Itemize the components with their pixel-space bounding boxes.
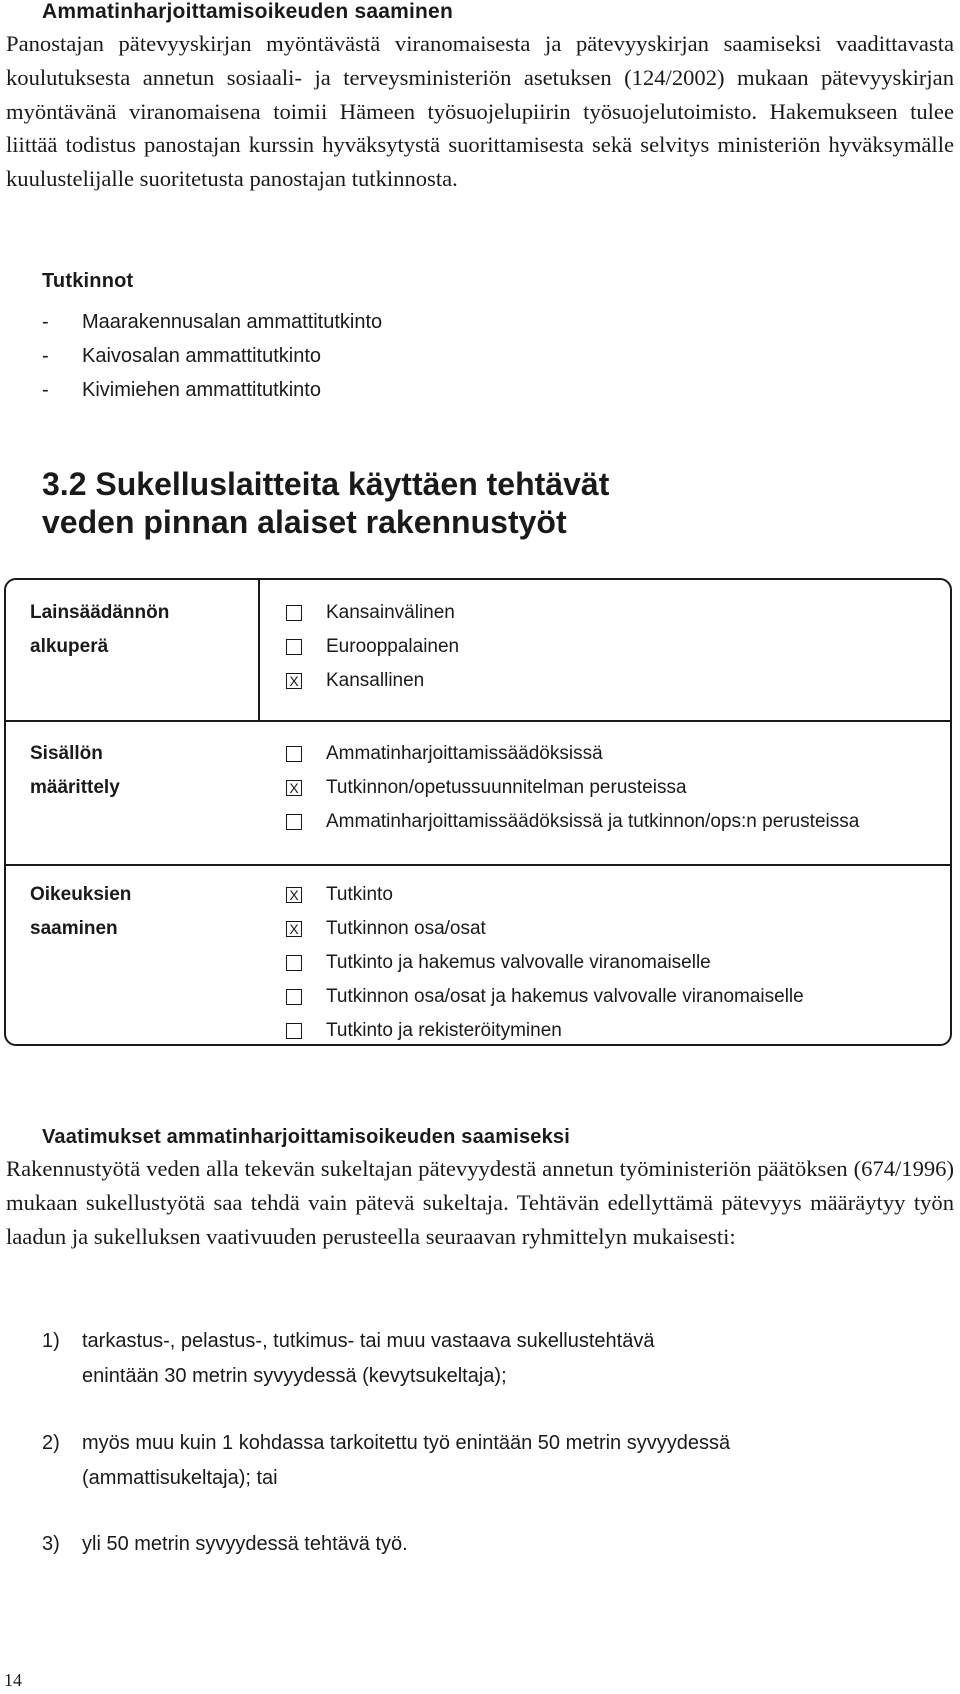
list-item-label: Kivimiehen ammattitutkinto <box>82 379 321 401</box>
checkbox-option: Ammatinharjoittamissäädöksissä <box>286 737 859 771</box>
list-item <box>42 305 382 339</box>
checkbox-option: X Kansallinen <box>286 664 459 698</box>
checkbox-option: Ammatinharjoittamissäädöksissä ja tutkinnon/ops:n perusteissa <box>286 805 859 839</box>
item-number: 2) <box>42 1432 60 1454</box>
section-title-line: 3.2 Sukelluslaitteita käyttäen tehtävät <box>42 466 610 502</box>
checkbox-checked: X <box>286 887 302 903</box>
classification-panel <box>4 578 952 1046</box>
checkbox-checked: X <box>286 780 302 796</box>
checkbox <box>286 1023 302 1039</box>
checkbox-checked: X <box>286 921 302 937</box>
checkbox-option: Tutkinto ja hakemus valvovalle viranomaiselle <box>286 946 804 980</box>
checkbox-option: X Tutkinto <box>286 878 804 912</box>
row-divider <box>6 720 950 722</box>
section-title <box>42 465 609 541</box>
bullet-dash: - <box>42 311 49 333</box>
page-number: 14 <box>4 1670 22 1690</box>
checkbox-option: X Tutkinnon/opetussuunnitelman perusteissa <box>286 771 859 805</box>
list-item <box>42 373 382 407</box>
item-number: 1) <box>42 1330 60 1352</box>
bullet-dash: - <box>42 379 49 401</box>
panel-options <box>286 596 459 698</box>
panel-section-label: Sisällön määrittely <box>30 743 120 798</box>
row-divider <box>6 864 950 866</box>
tutkinnot-list <box>42 305 382 407</box>
list-item-label: Maarakennusalan ammattitutkinto <box>82 311 383 333</box>
tutkinnot-heading: Tutkinnot <box>42 270 134 292</box>
section-title-line: veden pinnan alaiset rakennustyöt <box>42 504 567 540</box>
checkbox-option: Tutkinto ja rekisteröityminen <box>286 1014 804 1048</box>
requirements-paragraph: Rakennustyötä veden alla tekevän sukeltajan pätevyydestä annetun työministeriön päätöksen (674/1996) mukaan sukellustyötä saa tehdä vain pätevä sukeltaja. Tehtävän edellyttämä pätevyys määräytyy työn laadun ja sukelluksen vaativuuden perusteella seuraavan ryhmittelyn mukaisesti: <box>6 1156 954 1249</box>
panel-options <box>286 878 804 1048</box>
intro-paragraph: Panostajan pätevyyskirjan myöntävästä viranomaisesta ja pätevyyskirjan saamiseksi vaadittavasta koulutuksesta annetun sosiaali- ja terveysministeriön asetuksen (124/2002) mukaan pätevyyskirjan myöntävänä viranomaisena toimii Hämeen työsuojelupiirin työsuojelutoimisto. Hakemukseen tulee liittää todistus panostajan kurssin hyväksytystä suorittamisesta sekä selvitys ministeriön hyväksymälle kuulustelijalle suoritetusta panostajan tutkinnosta. <box>6 31 954 192</box>
checkbox <box>286 955 302 971</box>
checkbox-option: Eurooppalainen <box>286 630 459 664</box>
bullet-dash: - <box>42 345 49 367</box>
numbered-item: 2) myös muu kuin 1 kohdassa tarkoitettu työ enintään 50 metrin syvyydessä (ammattisukeltaja); tai <box>42 1426 730 1496</box>
checkbox-option: Kansainvälinen <box>286 596 459 630</box>
numbered-item: 3) yli 50 metrin syvyydessä tehtävä työ. <box>42 1527 408 1562</box>
list-item-label: Kaivosalan ammattitutkinto <box>82 345 322 367</box>
checkbox <box>286 639 302 655</box>
column-divider <box>258 580 260 720</box>
checkbox-option: Tutkinnon osa/osat ja hakemus valvovalle viranomaiselle <box>286 980 804 1014</box>
panel-section-label: Oikeuksien saaminen <box>30 884 132 939</box>
checkbox-checked: X <box>286 673 302 689</box>
section-heading-ammatinharjoittamisoikeus: Ammatinharjoittamisoikeuden saaminen <box>42 0 453 23</box>
checkbox <box>286 605 302 621</box>
list-item <box>42 339 382 373</box>
numbered-item: 1) tarkastus-, pelastus-, tutkimus- tai muu vastaava sukellustehtävä enintään 30 metrin syvyydessä (kevytsukeltaja); <box>42 1324 654 1394</box>
checkbox <box>286 814 302 830</box>
requirements-heading: Vaatimukset ammatinharjoittamisoikeuden saamiseksi <box>42 1126 570 1148</box>
panel-options <box>286 737 859 839</box>
panel-section-label: Lainsäädännön alkuperä <box>30 602 170 657</box>
checkbox <box>286 989 302 1005</box>
item-number: 3) <box>42 1533 60 1555</box>
checkbox <box>286 746 302 762</box>
checkbox-option: X Tutkinnon osa/osat <box>286 912 804 946</box>
